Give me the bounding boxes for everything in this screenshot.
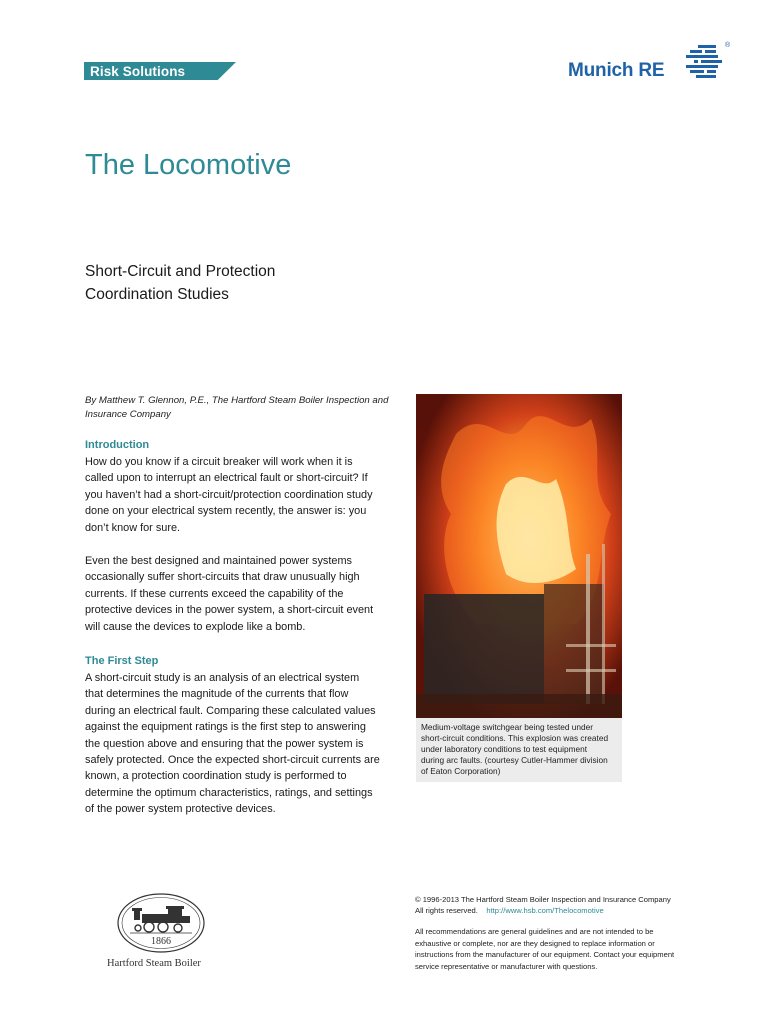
- document-subtitle: [85, 260, 275, 306]
- text-line: done on your electrical system recently, the answer is: you: [85, 505, 367, 518]
- text-line: occasionally suffer short-circuits that draw unusually high: [85, 571, 360, 584]
- switchgear-explosion-photo: [416, 394, 622, 718]
- text-line: the question above and ensuring that the power system is: [85, 737, 364, 750]
- text-line: will cause the devices to explode like a bomb.: [85, 620, 306, 633]
- locomotive-url-link[interactable]: http://www.hsb.com/Thelocomotive: [486, 906, 604, 915]
- caption-line: short-circuit conditions. This explosion was created: [421, 733, 609, 743]
- seal-year: 1866: [151, 936, 171, 947]
- disclaimer-block: [415, 926, 715, 972]
- munich-re-logo-icon: [684, 43, 724, 83]
- text-line: known, a protection coordination study is performed to: [85, 770, 347, 783]
- text-line: during an electrical fault. Comparing these calculated values: [85, 704, 376, 717]
- copyright-block: [415, 894, 715, 916]
- subtitle-line: Coordination Studies: [85, 286, 229, 303]
- disclaimer-line: instructions from the manufacturer of our equipment. Contact your equipment: [415, 950, 675, 960]
- text-line: determine the optimum characteristics, ratings, and settings: [85, 786, 373, 799]
- text-line: Even the best designed and maintained power systems: [85, 555, 352, 567]
- registered-mark: ®: [725, 42, 731, 49]
- text-line: currents. If these currents exceed the capability of the: [85, 587, 344, 600]
- text-line: A short-circuit study is an analysis of an electrical system: [85, 672, 360, 684]
- munich-re-logo-text: Munich RE: [568, 60, 665, 81]
- text-line: protective devices in the power system, a short-circuit event: [85, 604, 374, 617]
- caption-line: of Eaton Corporation): [421, 766, 501, 776]
- hartford-steam-boiler-seal-icon: [116, 892, 206, 954]
- caption-line: Medium-voltage switchgear being tested under: [421, 722, 594, 732]
- seal-company-name: Hartford Steam Boiler: [107, 958, 201, 969]
- text-line: don’t know for sure.: [85, 521, 181, 534]
- disclaimer-line: All recommendations are general guidelines and are not intended to be: [415, 927, 654, 936]
- text-line: that determines the magnitude of the currents that flow: [85, 688, 349, 701]
- paragraph: [85, 670, 397, 818]
- text-line: you haven’t had a short-circuit/protection coordination study: [85, 488, 373, 501]
- photo-caption: [421, 722, 619, 777]
- rights-text: All rights reserved.: [415, 906, 478, 915]
- paragraph: [85, 454, 397, 536]
- author-byline: By Matthew T. Glennon, P.E., The Hartford Steam Boiler Inspection and Insurance Company: [85, 395, 389, 421]
- section-heading-introduction: Introduction: [85, 439, 150, 451]
- banner-label: Risk Solutions: [90, 64, 186, 79]
- paragraph: [85, 553, 397, 635]
- section-heading-first-step: The First Step: [85, 655, 159, 667]
- caption-line: under laboratory conditions to test equipment: [421, 744, 588, 754]
- text-line: of the power system protective devices.: [85, 803, 276, 816]
- text-line: How do you know if a circuit breaker will work when it is: [85, 456, 353, 468]
- caption-line: during arc faults. (courtesy Cutler-Hammer division: [421, 755, 608, 765]
- disclaimer-line: exhaustive or complete, nor are they designed to replace information or: [415, 938, 655, 948]
- text-line: against the equipment ratings is the first step to answering: [85, 721, 366, 734]
- subtitle-line: Short-Circuit and Protection: [85, 263, 276, 280]
- document-title: The Locomotive: [85, 149, 292, 181]
- copyright-line: © 1996-2013 The Hartford Steam Boiler Inspection and Insurance Company: [415, 895, 671, 904]
- rights-line: [415, 905, 715, 916]
- text-line: called upon to interrupt an electrical fault or short-circuit? If: [85, 472, 368, 485]
- text-line: safely protected. Once the expected short-circuit currents are: [85, 754, 380, 767]
- disclaimer-line: service representative or manufacturer with questions.: [415, 961, 598, 971]
